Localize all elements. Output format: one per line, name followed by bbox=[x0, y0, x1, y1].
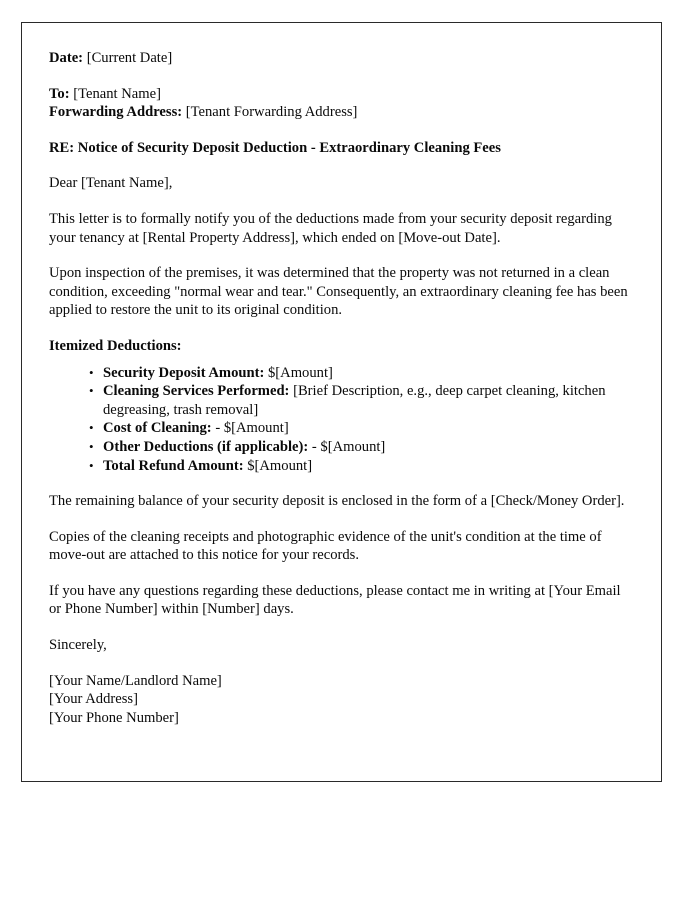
body-paragraph-4: Copies of the cleaning receipts and photographic evidence of the unit's condition at the time of move-out are attached to this notice for your records. bbox=[49, 528, 602, 564]
deduction-value: [Brief Description, e.g., deep carpet cleaning, kitchen degreasing, trash removal] bbox=[103, 383, 606, 418]
date-block bbox=[49, 49, 633, 68]
deduction-label: Total Refund Amount: bbox=[103, 457, 244, 474]
body-paragraph-5: If you have any questions regarding these deductions, please contact me in writing at [Your Email or Phone Number] within [Number] days. bbox=[49, 582, 621, 618]
forwarding-address-line bbox=[49, 103, 633, 122]
to-line bbox=[49, 85, 633, 104]
deduction-value: $[Amount] bbox=[247, 457, 313, 474]
deduction-value: $[Amount] bbox=[268, 364, 333, 381]
salutation: Dear [Tenant Name], bbox=[49, 175, 173, 192]
deduction-label: Cost of Cleaning: bbox=[103, 420, 212, 437]
deduction-value: - $[Amount] bbox=[215, 420, 289, 437]
deduction-label: Security Deposit Amount: bbox=[103, 364, 265, 381]
date-value: [Current Date] bbox=[86, 50, 173, 66]
list-item bbox=[89, 457, 633, 476]
deduction-value: - $[Amount] bbox=[311, 438, 386, 455]
signature-phone: [Your Phone Number] bbox=[49, 709, 179, 726]
body-paragraph-2: Upon inspection of the premises, it was determined that the property was not returned in a clean condition, exceeding "normal wear and tear." Consequently, an extraordinary cleaning fee has been applied to restore the unit to its original condition. bbox=[49, 265, 628, 319]
forwarding-address-label: Forwarding Address: bbox=[49, 104, 183, 121]
subject-line: RE: Notice of Security Deposit Deduction - Extraordinary Cleaning Fees bbox=[49, 139, 501, 156]
itemized-deductions-list bbox=[49, 364, 633, 476]
deduction-label: Cleaning Services Performed: bbox=[103, 383, 290, 400]
body-paragraph-3: The remaining balance of your security deposit is enclosed in the form of a [Check/Money Order]. bbox=[49, 493, 625, 510]
letter-page-frame bbox=[21, 22, 662, 782]
deduction-label: Other Deductions (if applicable): bbox=[103, 438, 309, 455]
recipient-block bbox=[49, 85, 633, 122]
date-label: Date: bbox=[49, 50, 84, 66]
forwarding-address-value: [Tenant Forwarding Address] bbox=[185, 104, 358, 121]
list-item bbox=[89, 382, 633, 419]
itemized-deductions-heading: Itemized Deductions: bbox=[49, 337, 182, 354]
to-label: To: bbox=[49, 85, 70, 102]
body-paragraph-1: This letter is to formally notify you of the deductions made from your security deposit regarding your tenancy at [Rental Property Address], which ended on [Move-out Date]. bbox=[49, 210, 612, 246]
date-line bbox=[49, 49, 633, 68]
list-item bbox=[89, 364, 633, 383]
list-item bbox=[89, 438, 633, 457]
signature-address: [Your Address] bbox=[49, 691, 138, 708]
to-value: [Tenant Name] bbox=[73, 85, 161, 102]
letter-content bbox=[22, 23, 661, 727]
closing-salutation: Sincerely, bbox=[49, 637, 107, 654]
list-item bbox=[89, 419, 633, 438]
signature-block bbox=[49, 672, 633, 728]
signature-name: [Your Name/Landlord Name] bbox=[49, 672, 222, 689]
